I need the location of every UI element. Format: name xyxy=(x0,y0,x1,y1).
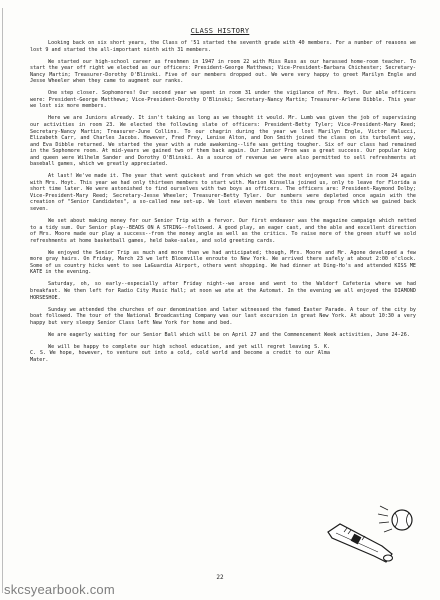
baseball-bat-icon xyxy=(328,524,393,562)
paragraph-farewell: We will be happy to complete our high school education, and yet will regret leaving S. K. C. S. We hope, however, to venture out into a cold, cold world and become a credit to our Alma Mater. xyxy=(30,343,330,363)
paragraph-fundraising: We set about making money for our Senior Trip with a fervor. Our first endeavor was the magazine campaign which netted to a tidy sum. Our Senior play--BEADS ON A STRING--followed. A good play, an eager cast, and the able and excellent direction of Mrs. Moore made our play a success--from the money angle as well as the critics. To raise more of the green stuff we sold refreshments at home basketball games, held bake-sales, and sold greeting cards. xyxy=(30,218,416,244)
paragraph-senior-trip: We enjoyed the Senior Trip as much and more than we had anticipated; though, Mrs. Moore and Mr. Agone developed a few more gray hairs. On Friday, March 23 we left Bloomville enroute to New York. We arrived there safely at about 2:00 o'clock. Some of us country hicks went to see LaGuardia Airport, others went shopping. We had dinner at Ding-Ho's and attended KISS ME KATE in the evening. xyxy=(30,249,416,276)
bat-and-ball-doodle-icon xyxy=(322,502,420,566)
class-history-text xyxy=(30,40,416,369)
page-number: 22 xyxy=(216,574,224,581)
paragraph-sunday: Sunday we attended the churches of our denomination and later witnessed the famed Easter Parade. A tour of the city by boat followed. The tour of the National Broadcasting Company was our last excursion in great New York. At about 10:30 a very happy but very sleepy Senior Class left New York for home and bed. xyxy=(30,306,416,326)
page-title: CLASS HISTORY xyxy=(190,27,250,35)
paragraph-seventh-grade: Looking back on six short years, the Class of '51 started the seventh grade with 40 members. For a number of reasons we lost 9 and started the all-important ninth with 31 members. xyxy=(30,40,416,53)
paragraph-seniors: At last! We've made it. The year that went quickest and from which we got the most enjoyment was spent in room 24 again with Mrs. Hoyt. This year we had only thirteen members to start with. Marion Kinsella joined us, only to leave for Florida a short time later. We were astonished to find ourselves with two boys as officers. The officers are: President-Raymond Dolby; Vice-President-Mary Reed; Secretary-Jesse Wheeler; Treasurer-Betty Tyler. Our numbers were depleted once again with the creation of "Senior Candidates", a so-called new set-up. We lost eleven members to this new group from which we gained back seven. xyxy=(30,173,416,213)
motion-lines-icon xyxy=(378,506,392,532)
baseball-icon xyxy=(392,510,412,530)
paragraph-sophomores: One step closer. Sophomores! Our second year we spent in room 31 under the vigilance of Mrs. Hoyt. Our able officers were: President-George Matthews; Vice-President-Dorothy O'Blinski; Secretary-Nancy Martin; Treasurer-Arlene Dibble. This year we lost six more members. xyxy=(30,90,416,110)
paragraph-juniors: Here we are Juniors already. It isn't taking as long as we thought it would. Mr. Lumb was given the job of supervising our activities in room 23. We elected the following slate of officers: President-Betty Tyler; Vice-President-Mary Reed; Secretary-Nancy Martin; Treasurer-June Collins. To our chagrin during the year we lost Marilyn Engle, Victor Malucci, Elizabeth Carr, and Charles Jacobs. However, Fred Frey, Lenise Alton, and Don Smith joined the class on its turbulent way, and Eva Dibble returned. We started the year with a rude awakening--life was getting tougher. Six of our class had remained in the Sophomore room. At mid-years we gained two of them back again. Our Junior Prom was a great success. Our popular king and queen were Wilhelm Sander and Dorothy O'Blinski. As a source of revenue we were also permitted to sell refreshments at baseball games, which we greatly appreciated. xyxy=(30,115,416,168)
paragraph-senior-ball: We are eagerly waiting for our Senior Ball which will be on April 27 and the Commencement Week activities, June 24-26. xyxy=(48,331,410,338)
paragraph-saturday: Saturday, oh, so early--especially after Friday night--we arose and went to the Waldorf Cafeteria where we had breakfast. We then left for Radio City Music Hall; at noon we ate at the Automat. In the evening we all enjoyed the DIAMOND HORSESHOE. xyxy=(30,281,416,301)
page-edge-rule xyxy=(2,8,3,593)
paragraph-freshmen: We started our high-school career as freshmen in 1947 in room 22 with Miss Russ as our harassed home-room teacher. To start the year off right we elected as our officers: President-George Matthews; Vice-President-Barbara Chichester; Secretary-Nancy Martin; Treasurer-Dorothy O'Blinski. Five of our members dropped out. We were very happy to greet Marilyn Engle and Jesse Wheeler when they came to augment our ranks. xyxy=(30,58,416,85)
site-watermark: skcsyearbook.com xyxy=(4,582,115,597)
